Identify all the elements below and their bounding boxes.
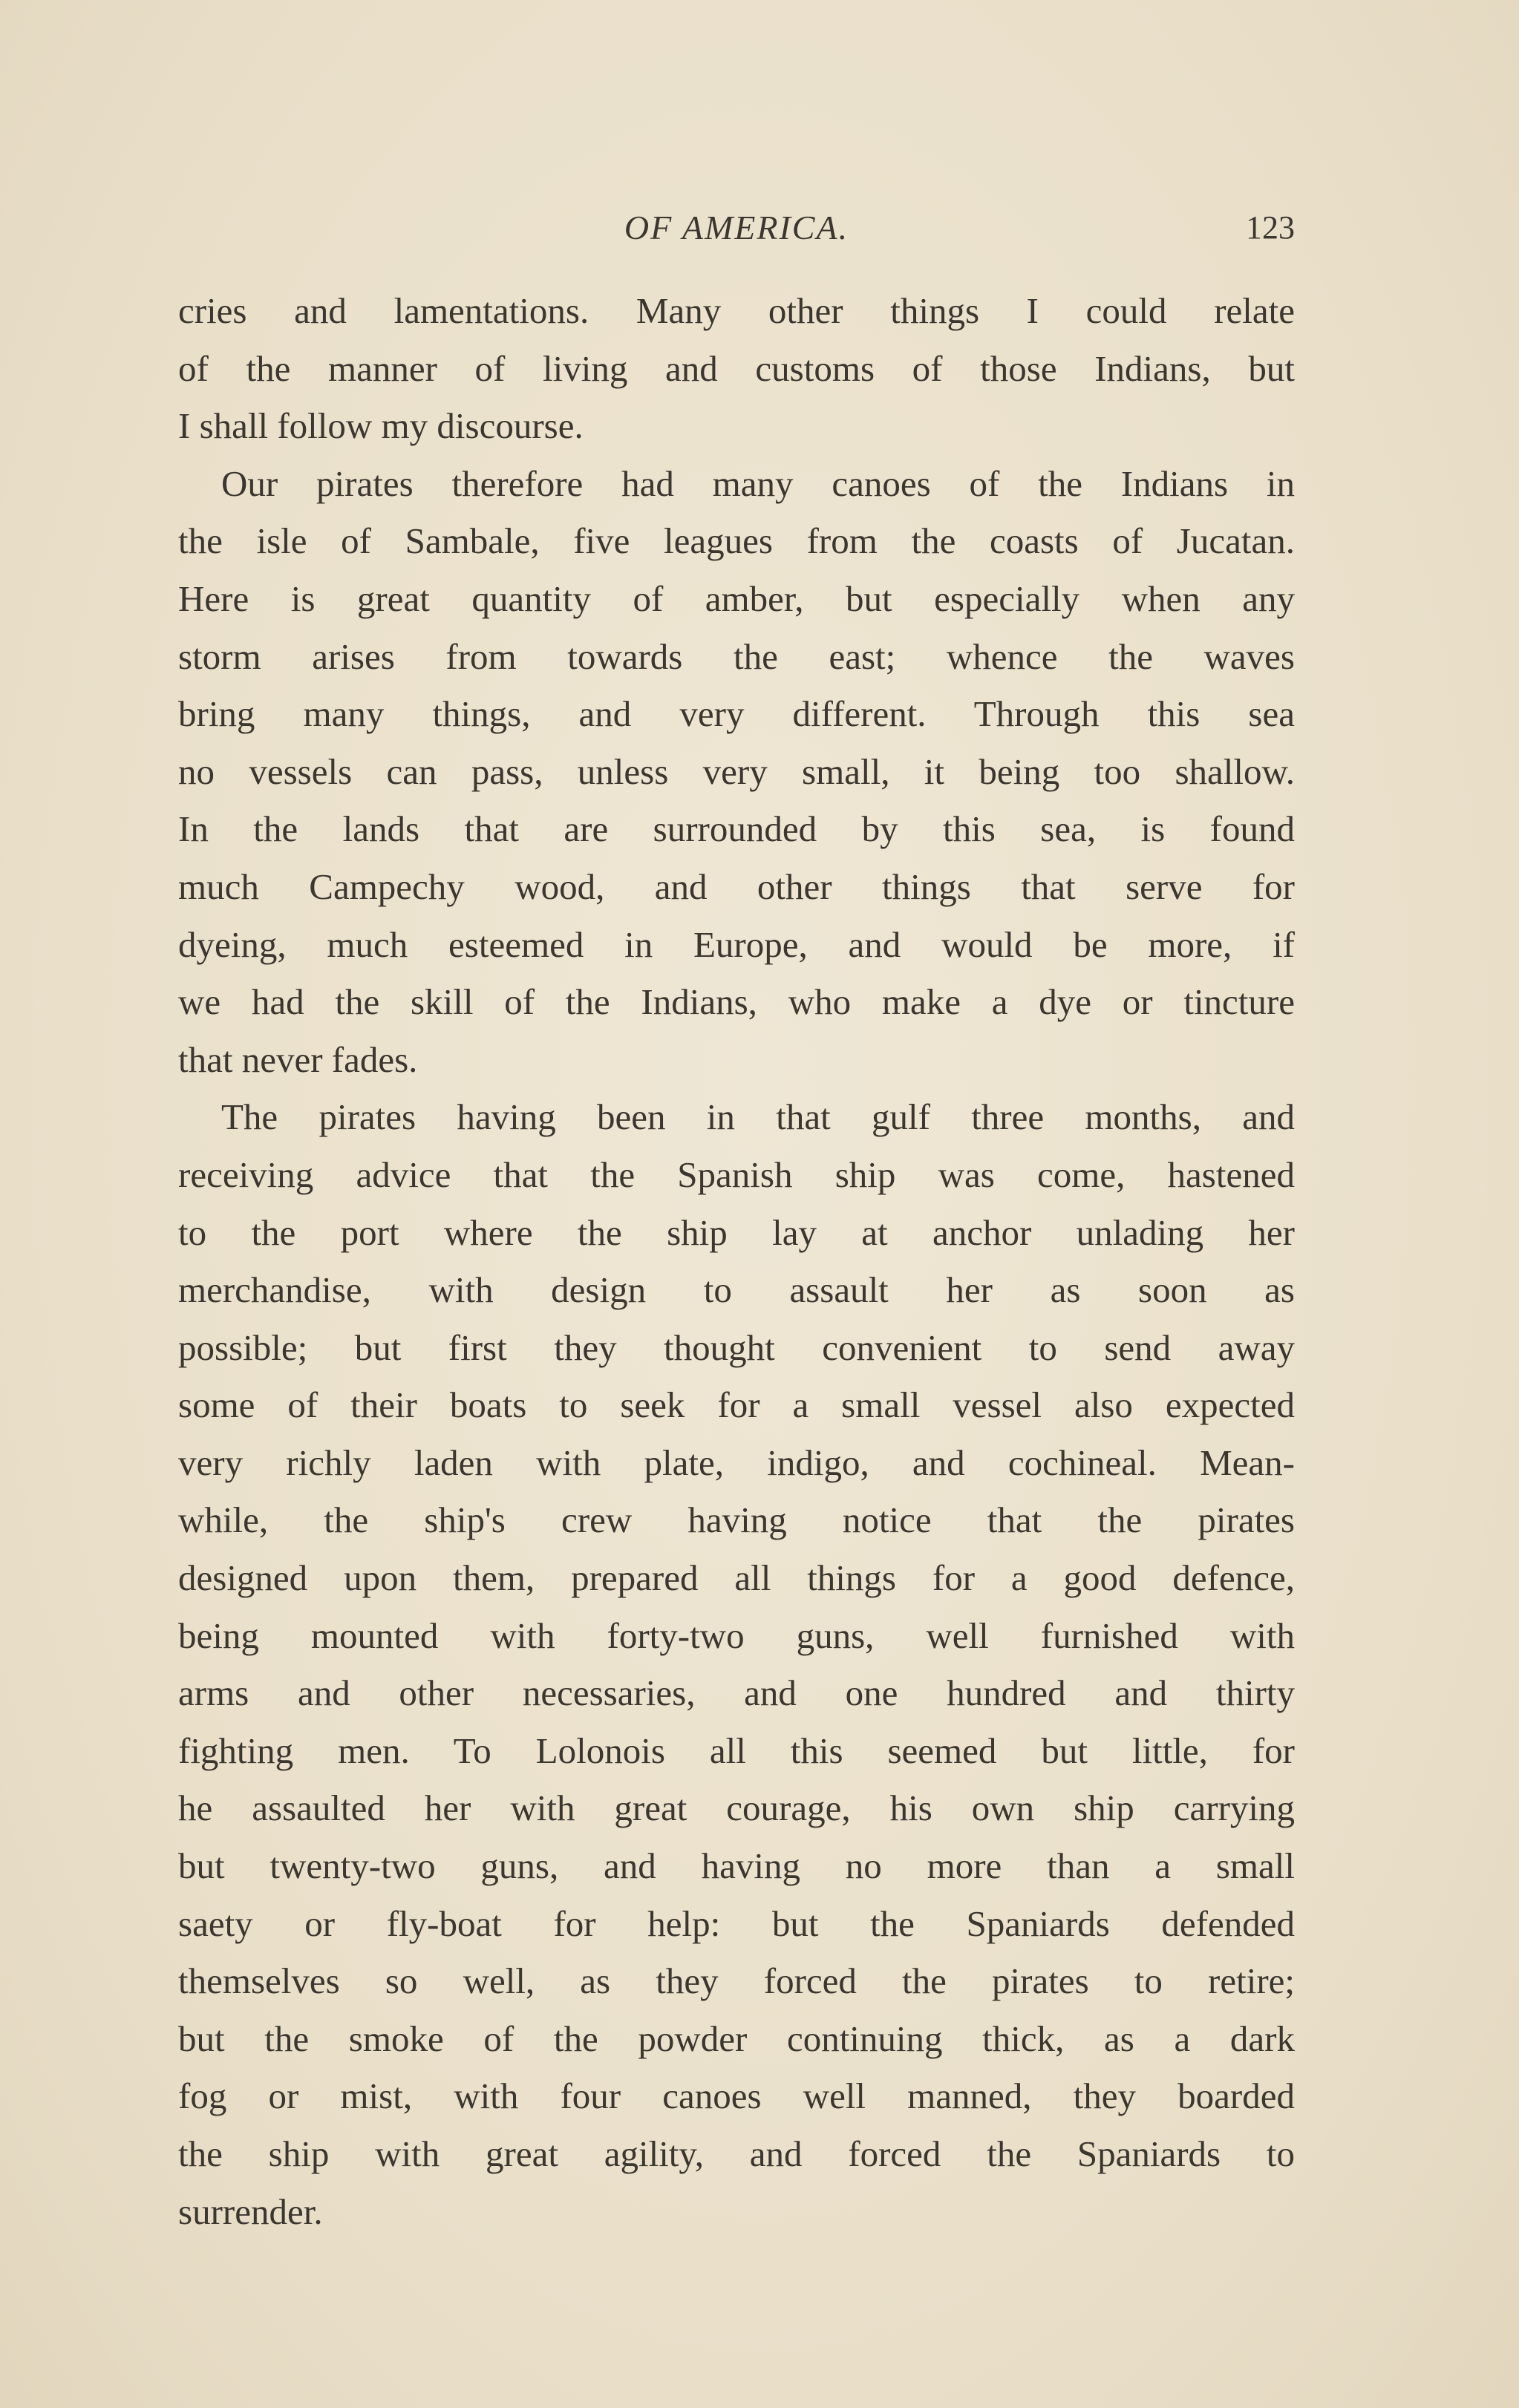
- text-line: In the lands that are surrounded by this sea, is found: [178, 808, 1295, 850]
- text-line: that never fades.: [178, 1038, 418, 1080]
- text-line: being mounted with forty-two guns, well furnished with: [178, 1614, 1295, 1656]
- text-line: fighting men. To Lolonois all this seemed but little, for: [178, 1730, 1295, 1771]
- text-line: fog or mist, with four canoes well manned, they boarded: [178, 2075, 1295, 2117]
- page-number: 123: [1246, 209, 1295, 246]
- text-line: arms and other necessaries, and one hundred and thirty: [178, 1672, 1295, 1714]
- running-head: [178, 202, 1295, 254]
- text-line: storm arises from towards the east; whence the waves: [178, 635, 1295, 677]
- text-line: to the port where the ship lay at anchor unlading her: [178, 1211, 1295, 1253]
- text-line: merchandise, with design to assault her as soon as: [178, 1269, 1295, 1311]
- text-line: dyeing, much esteemed in Europe, and would be more, if: [178, 923, 1295, 965]
- text-line: the ship with great agility, and forced the Spaniards to: [178, 2133, 1295, 2174]
- text-line: cries and lamentations. Many other things I could relate: [178, 290, 1295, 331]
- text-line: much Campechy wood, and other things that serve for: [178, 866, 1295, 907]
- text-line: receiving advice that the Spanish ship was come, hastened: [178, 1154, 1295, 1195]
- text-line: he assaulted her with great courage, his own ship carrying: [178, 1787, 1295, 1829]
- text-line: The pirates having been in that gulf three months, and: [221, 1096, 1295, 1138]
- text-line: bring many things, and very different. Through this sea: [178, 693, 1295, 735]
- body-text: [178, 282, 1295, 2240]
- text-line: Here is great quantity of amber, but especially when any: [178, 578, 1295, 619]
- text-line: the isle of Sambale, five leagues from the coasts of Jucatan.: [178, 520, 1295, 562]
- text-line: I shall follow my discourse.: [178, 405, 584, 447]
- running-title: OF AMERICA.: [624, 209, 849, 246]
- text-line: we had the skill of the Indians, who make a dye or tincture: [178, 981, 1295, 1023]
- text-line: surrender.: [178, 2191, 323, 2232]
- text-line: very richly laden with plate, indigo, and cochineal. Mean-: [178, 1442, 1295, 1483]
- text-line: no vessels can pass, unless very small, it being too shallow.: [178, 750, 1295, 792]
- text-line: saety or fly-boat for help: but the Spaniards defended: [178, 1902, 1295, 1944]
- text-line: Our pirates therefore had many canoes of the Indians in: [221, 462, 1295, 504]
- text-line: possible; but first they thought convenient to send away: [178, 1326, 1295, 1368]
- text-line: of the manner of living and customs of those Indians, but: [178, 347, 1295, 389]
- text-line: while, the ship's crew having notice that the pirates: [178, 1499, 1295, 1541]
- text-line: some of their boats to seek for a small vessel also expected: [178, 1384, 1295, 1426]
- text-line: designed upon them, prepared all things for a good defence,: [178, 1557, 1295, 1599]
- text-line: but twenty-two guns, and having no more than a small: [178, 1845, 1295, 1887]
- text-line: themselves so well, as they forced the pirates to retire;: [178, 1960, 1295, 2002]
- text-line: but the smoke of the powder continuing thick, as a dark: [178, 2018, 1295, 2059]
